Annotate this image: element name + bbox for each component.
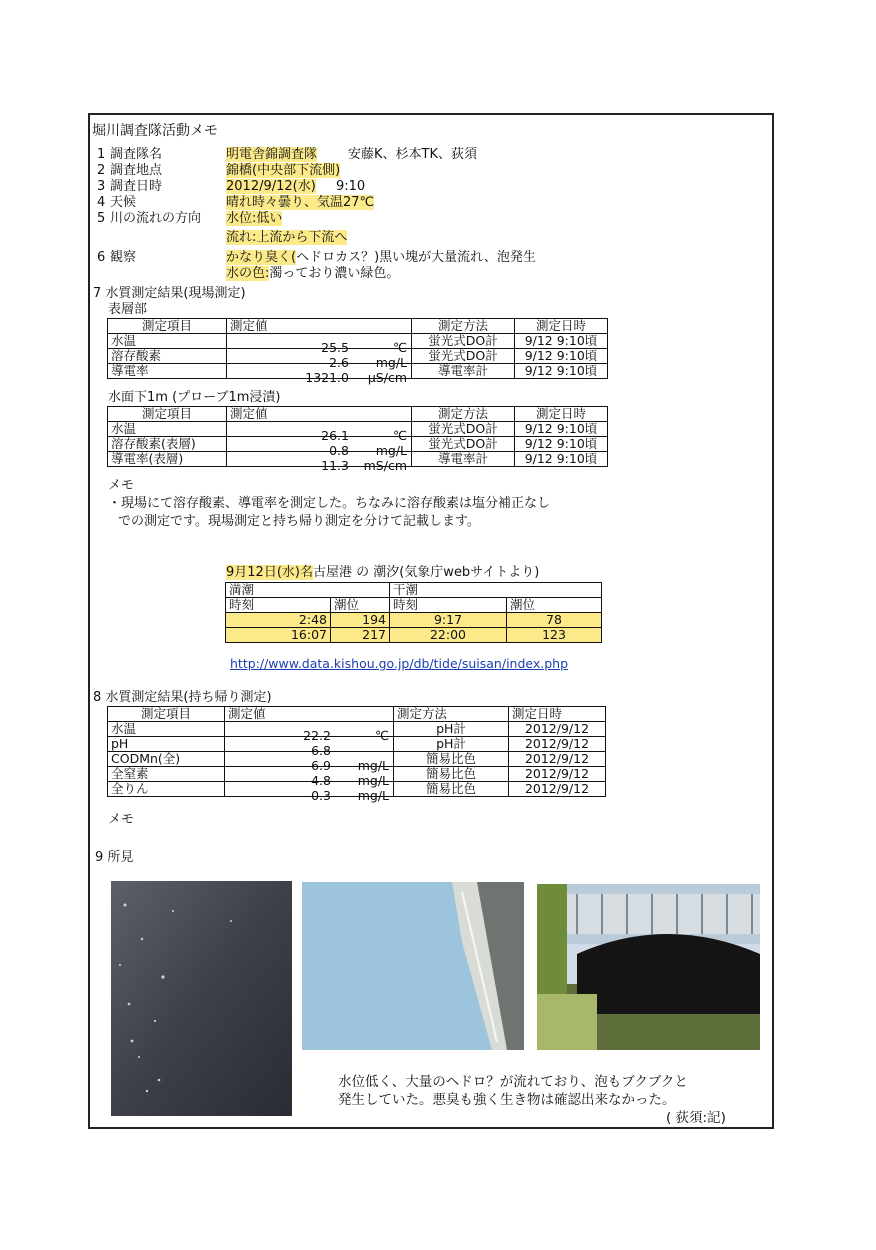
cell-item: 導電率 (108, 364, 227, 379)
info-label-2: 調査地点 (110, 163, 163, 178)
cell-item: 水温 (108, 422, 227, 437)
cell-item: 溶存酸素 (108, 349, 227, 364)
table-row (108, 364, 608, 379)
cell-date: 2012/9/12 (509, 782, 606, 797)
observation-line-2-rest: 濁っており濃い緑色。 (269, 266, 400, 281)
header-item: 測定項目 (108, 707, 225, 722)
cell-high-level: 194 (331, 613, 390, 628)
cell-item: 全窒素 (108, 767, 225, 782)
value-number: 2.6 (329, 355, 349, 370)
cell-low-level: 78 (507, 613, 602, 628)
table-row (108, 752, 606, 767)
value-unit: ℃ (374, 728, 389, 743)
info-value-2: 錦橋(中央部下流側) (226, 163, 341, 178)
tide-title-rest: 古屋港 の 潮汐(気象庁webサイトより) (312, 565, 540, 580)
info-num-1: 1 (97, 147, 106, 162)
section9-heading: 9 所見 (95, 850, 134, 865)
value-number: 4.8 (311, 773, 331, 788)
info-extra-3: 9:10 (336, 179, 366, 194)
cell-item: pH (108, 737, 225, 752)
value-unit: mS/cm (363, 458, 407, 473)
cell-value (227, 437, 412, 458)
observation-label: 観察 (110, 250, 137, 265)
cell-date: 9/12 9:10頃 (515, 452, 608, 467)
surface-table (107, 318, 608, 385)
cell-value (227, 364, 412, 385)
cell-high-level: 217 (331, 628, 390, 643)
cell-date: 9/12 9:10頃 (515, 437, 608, 452)
cell-low-level: 123 (507, 628, 602, 643)
observation-line-1-hl: かなり臭く( (226, 250, 297, 265)
info-value-4: 晴れ時々曇り、気温27℃ (226, 195, 375, 210)
info-label-5: 川の流れの方向 (110, 211, 202, 226)
info-value-3: 2012/9/12(水) (226, 179, 316, 194)
value-number: 0.3 (311, 788, 331, 803)
info-label-3: 調査日時 (110, 179, 163, 194)
tide-high-label: 満潮 (226, 583, 390, 598)
cell-date: 9/12 9:10頃 (515, 334, 608, 349)
cell-item: 水温 (108, 722, 225, 737)
value-number: 6.8 (311, 743, 331, 758)
table-row (108, 349, 608, 364)
table-row (108, 334, 608, 349)
water-surface-photo (111, 881, 292, 1116)
header-item: 測定項目 (108, 407, 227, 422)
cell-method: 導電率計 (412, 364, 515, 379)
section8-heading: 8 水質測定結果(持ち帰り測定) (93, 690, 272, 705)
value-unit: mg/L (375, 443, 407, 458)
observation-line-1 (226, 250, 536, 265)
info-num-4: 4 (97, 195, 106, 210)
cell-date: 2012/9/12 (509, 767, 606, 782)
header-date: 測定日時 (509, 707, 606, 722)
cell-value (225, 752, 394, 773)
cell-method: 簡易比色 (394, 767, 509, 782)
tide-source-link[interactable]: http://www.data.kishou.go.jp/db/tide/suisan/index.php (230, 656, 569, 671)
depth-label: 水面下1m (プローブ1m浸漬) (108, 390, 281, 405)
cell-date: 2012/9/12 (509, 722, 606, 737)
cell-method: 蛍光式DO計 (412, 422, 515, 437)
table-row (108, 422, 608, 437)
section7-memo-line-2: での測定です。現場測定と持ち帰り測定を分けて記載します。 (118, 514, 480, 529)
table-header-row (108, 319, 608, 334)
cell-date: 9/12 9:10頃 (515, 349, 608, 364)
section8-memo-label: メモ (108, 812, 135, 827)
header-method: 測定方法 (412, 407, 515, 422)
page-title: 堀川調査隊活動メモ (92, 123, 218, 139)
table-row (226, 628, 602, 643)
observation-num: 6 (97, 250, 106, 265)
tide-group-row (226, 583, 602, 598)
header-value: 測定値 (227, 407, 412, 422)
info-num-5: 5 (97, 211, 106, 226)
observation-line-2-hl: 水の色: (226, 266, 270, 281)
cell-date: 2012/9/12 (509, 737, 606, 752)
table-row (108, 767, 606, 782)
depth-table (107, 406, 608, 473)
tide-col-level-low: 潮位 (507, 598, 602, 613)
surface-label: 表層部 (108, 302, 148, 317)
cell-value (225, 737, 394, 758)
cell-high-time: 16:07 (226, 628, 331, 643)
header-date: 測定日時 (515, 319, 608, 334)
cell-method: 導電率計 (412, 452, 515, 467)
value-unit: μS/cm (367, 370, 407, 385)
cell-item: 導電率(表層) (108, 452, 227, 467)
cell-method: 蛍光式DO計 (412, 437, 515, 452)
value-unit: mg/L (375, 355, 407, 370)
value-number: 25.5 (321, 340, 349, 355)
cell-method: 蛍光式DO計 (412, 334, 515, 349)
value-number: 26.1 (321, 428, 349, 443)
cell-high-time: 2:48 (226, 613, 331, 628)
section9-caption-line-2: 発生していた。悪臭も強く生き物は確認出来なかった。 (338, 1092, 676, 1108)
table-header-row (108, 707, 606, 722)
info-extra-1: 安藤K、杉本TK、荻須 (348, 147, 477, 162)
section9-caption-line-1: 水位低く、大量のヘドロ？が流れており、泡もブクブクと (338, 1074, 688, 1090)
tide-table (225, 582, 602, 643)
value-number: 6.9 (311, 758, 331, 773)
tide-title (226, 565, 539, 580)
header-method: 測定方法 (394, 707, 509, 722)
cell-value (227, 334, 412, 355)
cell-low-time: 9:17 (390, 613, 507, 628)
cell-value (225, 722, 394, 743)
info-value-5: 水位:低い (226, 211, 283, 226)
cell-low-time: 22:00 (390, 628, 507, 643)
value-unit: ℃ (392, 428, 407, 443)
table-row (108, 737, 606, 752)
table-row (108, 722, 606, 737)
section7-heading: 7 水質測定結果(現場測定) (93, 286, 246, 301)
flow-line-text: 流れ:上流から下流へ (226, 230, 348, 245)
table-row (108, 452, 608, 467)
cell-method: 簡易比色 (394, 782, 509, 797)
cell-date: 9/12 9:10頃 (515, 422, 608, 437)
cell-date: 2012/9/12 (509, 752, 606, 767)
value-number: 22.2 (303, 728, 331, 743)
header-value: 測定値 (225, 707, 394, 722)
value-unit: mg/L (357, 758, 389, 773)
tide-low-label: 干潮 (390, 583, 602, 598)
cell-item: 溶存酸素(表層) (108, 437, 227, 452)
bridge-photo (537, 884, 760, 1050)
info-num-3: 3 (97, 179, 106, 194)
cell-item: 水温 (108, 334, 227, 349)
cell-method: 蛍光式DO計 (412, 349, 515, 364)
table-row (108, 437, 608, 452)
observation-line-2 (226, 266, 399, 281)
cell-method: pH計 (394, 722, 509, 737)
cell-value (227, 349, 412, 370)
flow-line (226, 230, 347, 245)
signature: ( 荻須:記) (666, 1110, 726, 1126)
value-number: 1321.0 (305, 370, 349, 385)
tide-col-time-high: 時刻 (226, 598, 331, 613)
value-unit: ℃ (392, 340, 407, 355)
river-wall-photo (302, 882, 524, 1050)
header-date: 測定日時 (515, 407, 608, 422)
tide-col-level-high: 潮位 (331, 598, 390, 613)
info-label-1: 調査隊名 (110, 147, 163, 162)
cell-value (225, 767, 394, 788)
value-number: 11.3 (321, 458, 349, 473)
cell-method: pH計 (394, 737, 509, 752)
cell-method: 簡易比色 (394, 752, 509, 767)
info-label-4: 天候 (110, 195, 137, 210)
tide-title-hl: 9月12日(水)名 (226, 565, 313, 580)
cell-item: 全りん (108, 782, 225, 797)
tide-col-time-low: 時刻 (390, 598, 507, 613)
value-unit: mg/L (357, 773, 389, 788)
value-number: 0.8 (329, 443, 349, 458)
tide-header-row (226, 598, 602, 613)
observation-line-1-rest: ヘドロカス？)黒い塊が大量流れ、泡発生 (296, 250, 536, 265)
lab-table (107, 706, 606, 803)
value-unit: mg/L (357, 788, 389, 803)
section7-memo-line-1: ・現場にて溶存酸素、導電率を測定した。ちなみに溶存酸素は塩分補正なし (108, 496, 551, 511)
cell-date: 9/12 9:10頃 (515, 364, 608, 379)
header-value: 測定値 (227, 319, 412, 334)
cell-value (225, 782, 394, 803)
table-header-row (108, 407, 608, 422)
info-value-1: 明電舎錦調査隊 (226, 147, 318, 162)
section7-memo-label: メモ (108, 478, 135, 493)
header-item: 測定項目 (108, 319, 227, 334)
header-method: 測定方法 (412, 319, 515, 334)
cell-value (227, 452, 412, 473)
info-num-2: 2 (97, 163, 106, 178)
cell-item: CODMn(全) (108, 752, 225, 767)
table-row (108, 782, 606, 797)
table-row (226, 613, 602, 628)
cell-value (227, 422, 412, 443)
